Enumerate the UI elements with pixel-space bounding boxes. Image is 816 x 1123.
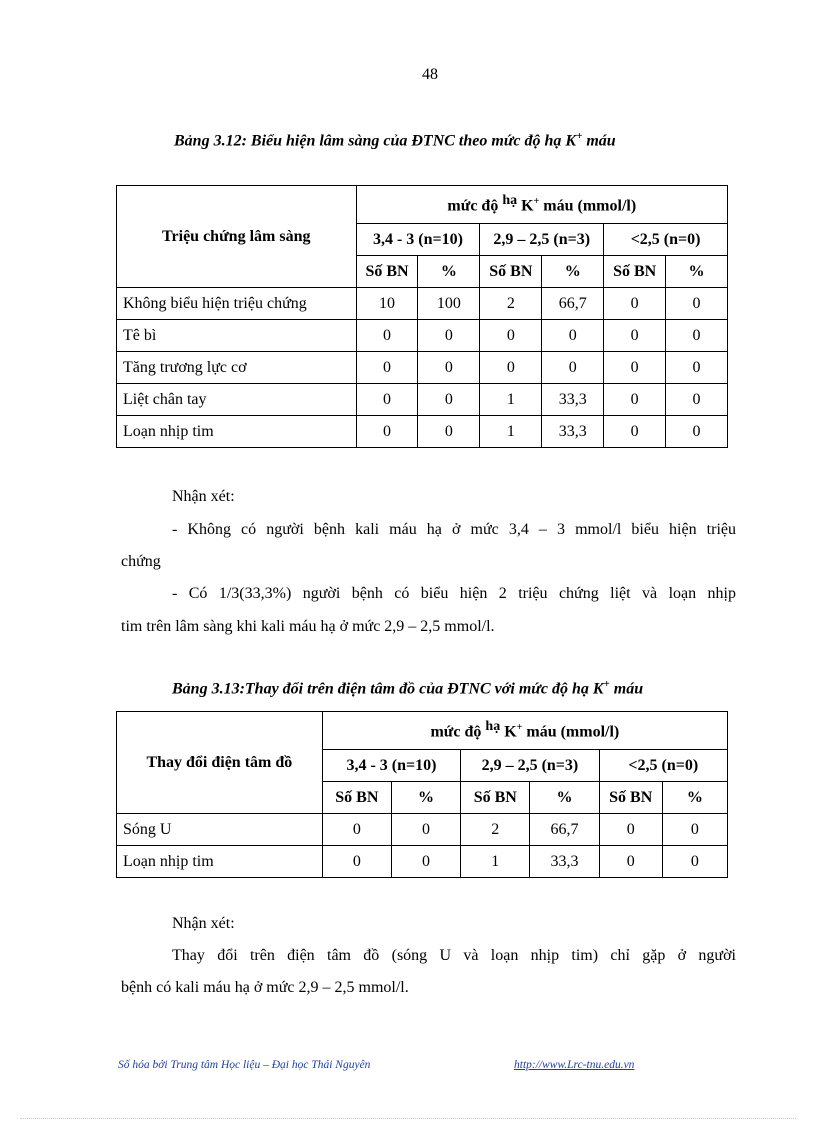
table2-row-header: Thay đổi điện tâm đồ: [117, 712, 323, 814]
table1-subheader: %: [666, 256, 728, 288]
table2-gh-mid: hạ: [485, 719, 501, 735]
cell: 0: [480, 352, 542, 384]
table-row: [117, 320, 728, 352]
page-bottom-divider: [20, 1118, 796, 1119]
cell: 0: [666, 352, 728, 384]
table1-caption-main: Bảng 3.12: Biểu hiện lâm sàng của ĐTNC theo mức độ hạ K: [174, 132, 577, 150]
table2-subheader: %: [391, 782, 460, 814]
cell: 0: [356, 416, 418, 448]
table2-group-1: 3,4 - 3 (n=10): [322, 750, 460, 782]
cell: 0: [391, 846, 460, 878]
row-label: Loạn nhịp tim: [117, 416, 357, 448]
cell: 0: [666, 384, 728, 416]
cell: 0: [599, 814, 662, 846]
comment1-line2: chứng: [121, 553, 161, 570]
cell: 0: [604, 320, 666, 352]
cell: 0: [542, 320, 604, 352]
comment2-title: Nhận xét:: [172, 915, 235, 932]
table1-caption-sup: +: [576, 130, 583, 142]
table2-subheader: Số BN: [599, 782, 662, 814]
row-label: Không biểu hiện triệu chứng: [117, 288, 357, 320]
cell: 1: [480, 384, 542, 416]
footer-link[interactable]: http://www.Lrc-tnu.edu.vn: [514, 1059, 635, 1071]
row-label: Tăng trương lực cơ: [117, 352, 357, 384]
table-row: [117, 352, 728, 384]
cell: 66,7: [542, 288, 604, 320]
table-row: [117, 288, 728, 320]
table1-caption: [174, 130, 616, 150]
cell: 0: [666, 416, 728, 448]
table1-subheader: %: [542, 256, 604, 288]
cell: 0: [599, 846, 662, 878]
comment2-line1: Thay đổi trên điện tâm đồ (sóng U và loạn nhịp tim) chỉ gặp ở người: [172, 947, 736, 964]
cell: 33,3: [530, 846, 599, 878]
table2-subheader: %: [662, 782, 727, 814]
cell: 0: [542, 352, 604, 384]
table2-group-3: <2,5 (n=0): [599, 750, 727, 782]
table1-subheader: Số BN: [604, 256, 666, 288]
table1-gh-pre: mức độ: [447, 197, 503, 215]
table2-subheader: %: [530, 782, 599, 814]
row-label: Tê bì: [117, 320, 357, 352]
cell: 0: [480, 320, 542, 352]
cell: 33,3: [542, 384, 604, 416]
table-row: [117, 416, 728, 448]
table2-gh-pre: mức độ: [430, 723, 486, 741]
cell: 0: [418, 320, 480, 352]
cell: 1: [480, 416, 542, 448]
cell: 0: [604, 384, 666, 416]
table-row: [117, 846, 728, 878]
table1-caption-end: máu: [582, 132, 616, 150]
cell: 0: [666, 288, 728, 320]
table2-gh-k: K: [500, 723, 517, 741]
table1-gh-sup: +: [533, 196, 540, 208]
cell: 66,7: [530, 814, 599, 846]
table2-caption-main: Bảng 3.13:Thay đổi trên điện tâm đồ của ĐTNC với mức độ hạ K: [172, 680, 604, 698]
cell: 0: [418, 416, 480, 448]
table2-caption-sup: +: [603, 678, 610, 690]
comment1-line3: - Có 1/3(33,3%) người bệnh có biểu hiện 2 triệu chứng liệt và loạn nhịp: [172, 585, 736, 602]
table2: [116, 711, 728, 878]
table1-row-header: Triệu chứng lâm sàng: [117, 186, 357, 288]
cell: 0: [604, 416, 666, 448]
table1-subheader: Số BN: [480, 256, 542, 288]
table1-group-header: [356, 186, 727, 224]
cell: 0: [418, 384, 480, 416]
cell: 10: [356, 288, 418, 320]
row-label: Sóng U: [117, 814, 323, 846]
comment1-line4: tim trên lâm sàng khi kali máu hạ ở mức 2,9 – 2,5 mmol/l.: [121, 618, 495, 635]
table1-subheader: %: [418, 256, 480, 288]
table1-group-3: <2,5 (n=0): [604, 224, 728, 256]
table1: [116, 185, 728, 448]
cell: 0: [604, 288, 666, 320]
cell: 0: [391, 814, 460, 846]
cell: 0: [604, 352, 666, 384]
comment2-line2: bệnh có kali máu hạ ở mức 2,9 – 2,5 mmol/l.: [121, 979, 409, 996]
table2-caption-end: máu: [609, 680, 644, 698]
cell: 0: [356, 384, 418, 416]
page-number: 48: [422, 66, 438, 83]
table2-group-2: 2,9 – 2,5 (n=3): [461, 750, 599, 782]
table2-gh-post: máu (mmol/l): [522, 723, 620, 741]
footer-credit: Số hóa bởi Trung tâm Học liệu – Đại học Thái Nguyên: [118, 1059, 371, 1071]
cell: 0: [322, 814, 391, 846]
table2-gh-sup: +: [516, 722, 523, 734]
cell: 0: [356, 352, 418, 384]
table1-gh-mid: hạ: [502, 193, 518, 209]
cell: 0: [662, 814, 727, 846]
cell: 0: [666, 320, 728, 352]
table1-subheader: Số BN: [356, 256, 418, 288]
row-label: Loạn nhịp tim: [117, 846, 323, 878]
table1-group-2: 2,9 – 2,5 (n=3): [480, 224, 604, 256]
table-row: [117, 814, 728, 846]
table2-caption: [172, 678, 643, 698]
row-label: Liệt chân tay: [117, 384, 357, 416]
cell: 100: [418, 288, 480, 320]
cell: 0: [322, 846, 391, 878]
cell: 0: [418, 352, 480, 384]
comment1-line1: - Không có người bệnh kali máu hạ ở mức 3,4 – 3 mmol/l biểu hiện triệu: [172, 521, 736, 538]
comment1-title: Nhận xét:: [172, 488, 235, 505]
table2-subheader: Số BN: [322, 782, 391, 814]
table1-group-1: 3,4 - 3 (n=10): [356, 224, 480, 256]
table2-subheader: Số BN: [461, 782, 530, 814]
cell: 2: [461, 814, 530, 846]
cell: 0: [356, 320, 418, 352]
cell: 0: [662, 846, 727, 878]
table2-group-header: [322, 712, 727, 750]
cell: 33,3: [542, 416, 604, 448]
cell: 2: [480, 288, 542, 320]
table1-gh-k: K: [517, 197, 534, 215]
table-row: [117, 384, 728, 416]
table1-gh-post: máu (mmol/l): [539, 197, 637, 215]
cell: 1: [461, 846, 530, 878]
